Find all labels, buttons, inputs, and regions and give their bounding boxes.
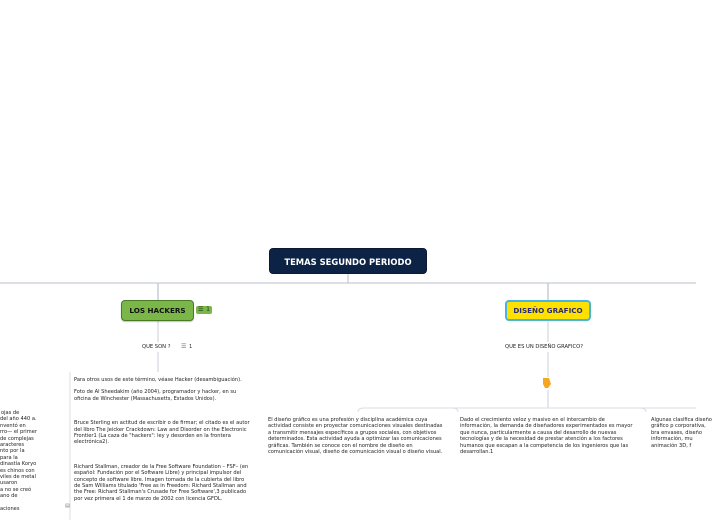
fragment-line: usaron: [0, 480, 18, 487]
fragment-line: para la: [0, 454, 18, 461]
diseno-sub-mid: [452, 408, 458, 412]
topic-los-hackers[interactable]: LOS HACKERS: [121, 300, 194, 321]
notes-count: 1: [206, 306, 210, 313]
fragment-line: aciones: [0, 505, 20, 512]
fragment-line: de complejas: [0, 435, 34, 442]
fragment-line: aracteres: [0, 442, 25, 449]
diseno-paragraph: Algunas clasifica diseño gráfico p corporativa, bra envases, diseño información, mu animación 3D, f: [651, 417, 712, 449]
hackers-paragraph: Para otros usos de este término, véase Hacker (desambiguación).: [74, 377, 242, 383]
fragment-line: rro— el primer: [0, 429, 37, 436]
fragment-line: es chinos con: [0, 467, 35, 474]
fragment-line: del año 440 a.: [0, 416, 37, 423]
hackers-text[interactable]: [74, 377, 252, 508]
topic-diseno-grafico[interactable]: DISEÑO GRAFICO: [505, 300, 591, 321]
diseno-text-1[interactable]: [268, 417, 444, 461]
list-icon: ☰: [181, 343, 187, 350]
subtopic-que-es-diseno[interactable]: QUE ES UN DISEÑO GRAFICO?: [505, 344, 583, 350]
hackers-paragraph: Foto de Al Sheedakim (año 2004), programador y hacker, en su oficina de Winchester (Massachusetts, Estados Unidos).: [74, 389, 237, 402]
diseno-sub-right: [640, 408, 646, 412]
fragment-line: a no se creó: [0, 486, 32, 493]
diseno-text-3[interactable]: [651, 417, 712, 457]
diseno-paragraph: El diseño gráfico es una profesión y disciplina académica cuya actividad consiste en proyectar comunicaciones visuales destinadas a transmitir mensajes específicos a grupos sociales, con objetivos determinados. Esta actividad ayuda a optimizar las comunicaciones gráficas. También se conoce con el nombre de diseño en comunicación visual, diseño de comunicación visual o diseño visual.: [268, 417, 443, 456]
notes-icon: ☰: [198, 306, 204, 313]
marker-icon: [543, 378, 551, 388]
hackers-paragraph: Richard Stallman, creador de la Free Software Foundation – FSF– (en español: Fundación por el Software Libre) y principal impulsor del concepto de software libre. Imagen tomada de la cubierta del libro de Sam Williams titulado 'Free as in Freedom: Richard Stallman and the Free: Richard Stallman's Crusade for Free Software',3 publicado por vez primera el 1 de marzo de 2002 con licencia GFDL.: [74, 463, 249, 502]
hackers-paragraph: Bruce Sterling en actitud de escribir o de firmar; el citado es el autor del libro The Jeicker Crackdown: Law and Disorder on the Electronic Frontier1 (La caza de "hackers": ley y desorden en la frontera electrónica2).: [74, 420, 250, 446]
fragment-line: dinastía Koryo: [0, 461, 37, 468]
subtopic-que-son[interactable]: QUE SON ?: [142, 344, 171, 350]
fragment-line: viles de metal: [0, 474, 36, 481]
fragment-line: ano de: [0, 493, 18, 500]
offscreen-left-text[interactable]: [0, 410, 46, 512]
notes-badge[interactable]: [196, 306, 212, 314]
diseno-paragraph: Dado el crecimiento veloz y masivo en el intercambio de información, la demanda de diseñadores experimentados es mayor que nunca, particularmente a causa del desarrollo de nuevas tecnologías y de la necesidad de prestar atención a los factores humanos que escapan a la competencia de los ingenieros que las desarrollan.1: [460, 417, 633, 456]
root-topic[interactable]: TEMAS SEGUNDO PERIODO: [269, 248, 427, 274]
fragment-line: ojas de: [1, 410, 20, 416]
diseno-text-2[interactable]: [460, 417, 638, 461]
fragment-line: nventó en: [0, 422, 26, 429]
fragment-line: nto por la: [0, 448, 25, 455]
subtopic-count: 1: [189, 344, 193, 350]
notes-icon: ▤: [65, 503, 70, 509]
